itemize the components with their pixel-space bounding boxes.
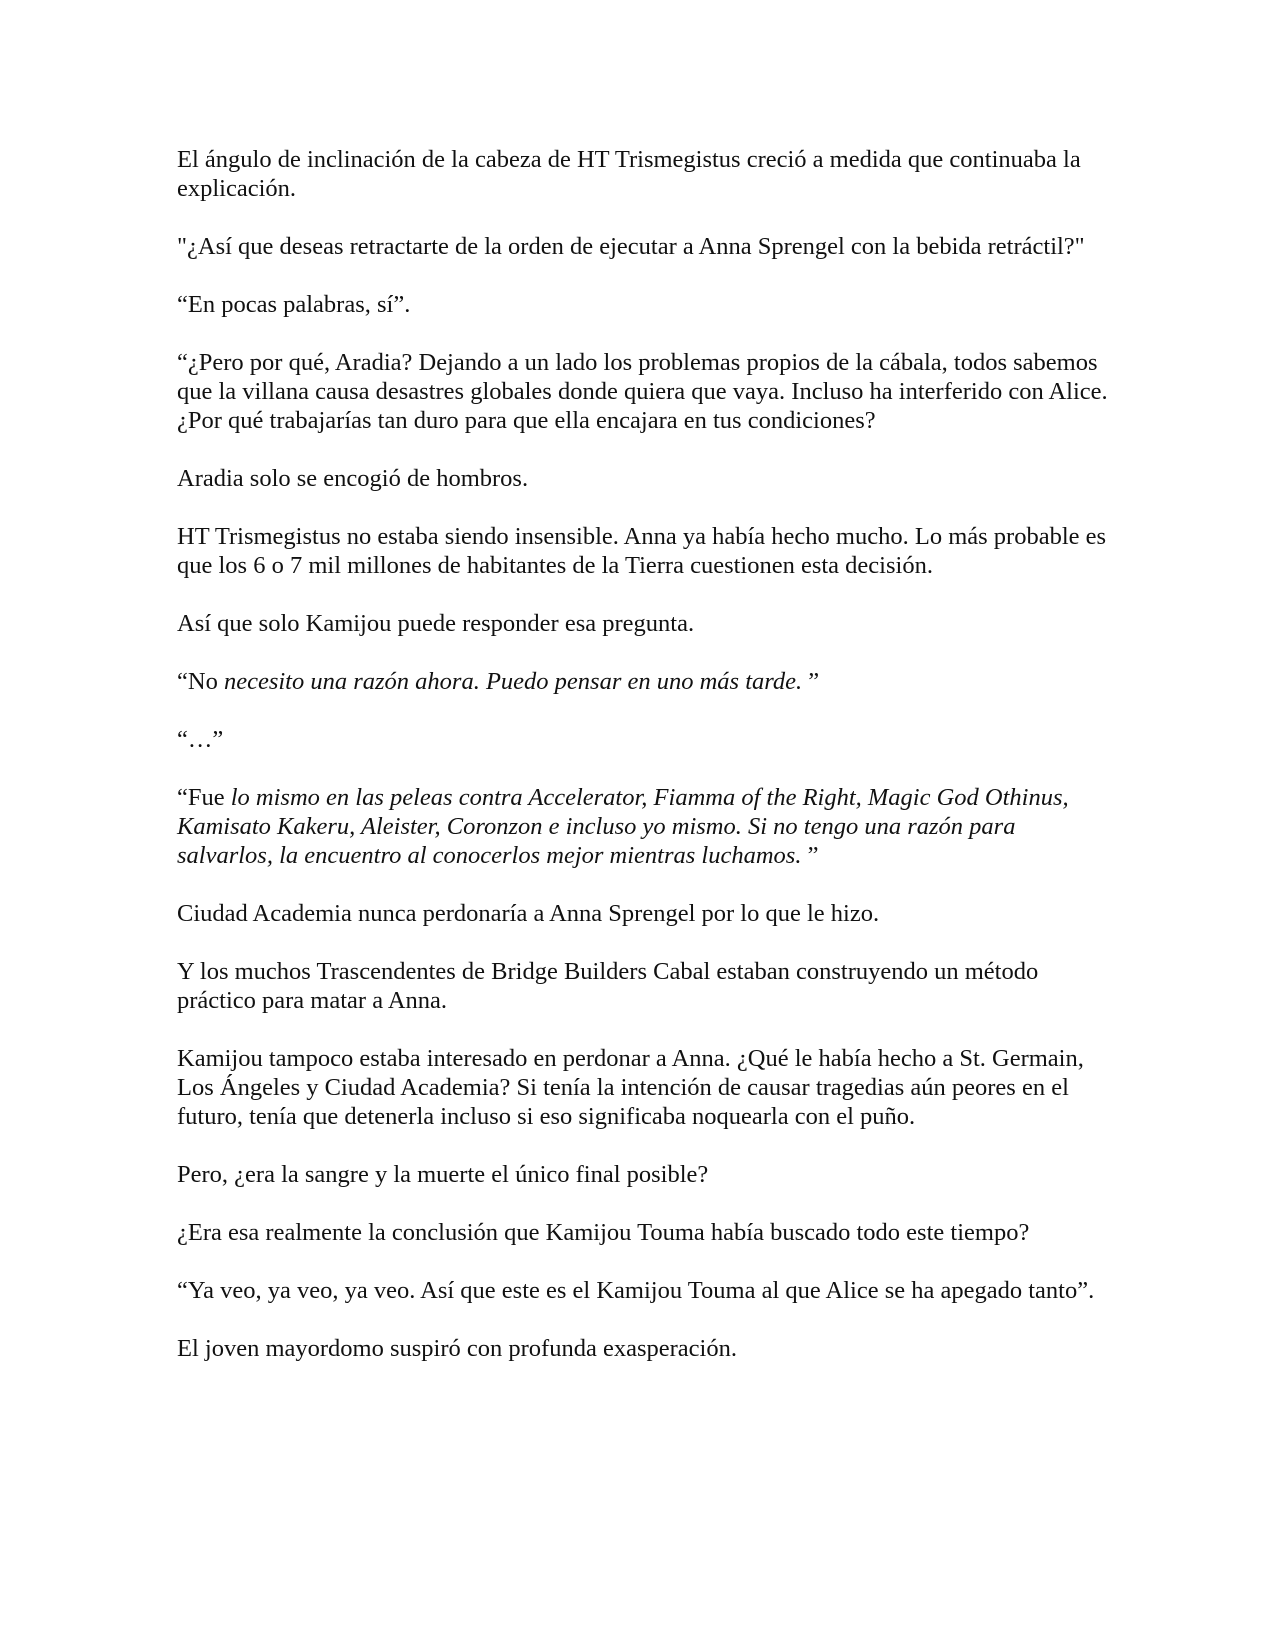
- paragraph-italic: lo mismo en las peleas contra Accelerator, Fiamma of the Right, Magic God Othinus, Kamisato Kakeru, Aleister, Coronzon e incluso yo mismo. Si no tengo una razón para salvarlos, la encuentro al conocerlos mejor mientras luchamos.: [177, 784, 1069, 869]
- paragraph: Ciudad Academia nunca perdonaría a Anna Sprengel por lo que le hizo.: [177, 900, 880, 927]
- paragraph: “Ya veo, ya veo, ya veo. Así que este es el Kamijou Touma al que Alice se ha apegado tanto”.: [177, 1277, 1095, 1304]
- paragraph-tail: ”: [807, 842, 819, 869]
- paragraph: Pero, ¿era la sangre y la muerte el único final posible?: [177, 1161, 709, 1188]
- paragraph-lead: “Fue: [177, 784, 231, 811]
- paragraph: Así que solo Kamijou puede responder esa pregunta.: [177, 610, 695, 637]
- paragraph: El ángulo de inclinación de la cabeza de HT Trismegistus creció a medida que continuaba la explicación.: [177, 146, 1081, 202]
- paragraph-lead: “No: [177, 668, 224, 695]
- paragraph: ¿Era esa realmente la conclusión que Kamijou Touma había buscado todo este tiempo?: [177, 1219, 1030, 1246]
- paragraph: "¿Así que deseas retractarte de la orden de ejecutar a Anna Sprengel con la bebida retráctil?": [177, 233, 1085, 260]
- paragraph-tail: ”: [808, 668, 820, 695]
- document-page: [177, 145, 1117, 1392]
- paragraph: Y los muchos Trascendentes de Bridge Builders Cabal estaban construyendo un método práctico para matar a Anna.: [177, 958, 1039, 1014]
- paragraph: HT Trismegistus no estaba siendo insensible. Anna ya había hecho mucho. Lo más probable es que los 6 o 7 mil millones de habitantes de la Tierra cuestionen esta decisión.: [177, 523, 1107, 579]
- paragraph: El joven mayordomo suspiró con profunda exasperación.: [177, 1335, 737, 1362]
- paragraph: Aradia solo se encogió de hombros.: [177, 465, 529, 492]
- paragraph: Kamijou tampoco estaba interesado en perdonar a Anna. ¿Qué le había hecho a St. Germain, Los Ángeles y Ciudad Academia? Si tenía la intención de causar tragedias aún peores en el futuro, tenía que detenerla incluso si eso significaba noquearla con el puño.: [177, 1045, 1084, 1130]
- paragraph-italic: necesito una razón ahora. Puedo pensar en uno más tarde.: [223, 668, 809, 695]
- paragraph: “¿Pero por qué, Aradia? Dejando a un lado los problemas propios de la cábala, todos sabemos que la villana causa desastres globales donde quiera que vaya. Incluso ha interferido con Alice. ¿Por qué trabajarías tan duro para que ella encajara en tus condiciones?: [177, 349, 1108, 434]
- paragraph: “En pocas palabras, sí”.: [177, 291, 411, 318]
- paragraph: [177, 667, 1117, 696]
- paragraph: [177, 783, 1117, 870]
- paragraph: “…”: [177, 726, 224, 753]
